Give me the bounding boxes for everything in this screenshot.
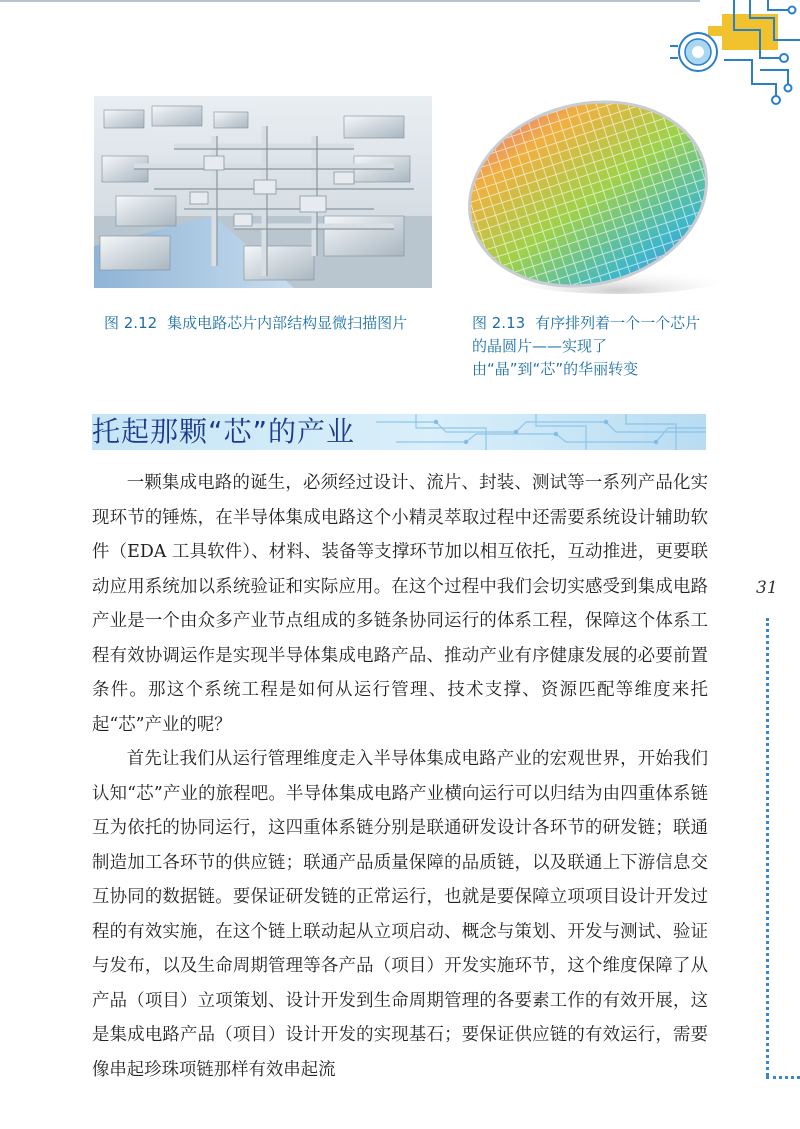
section-banner bbox=[92, 414, 706, 450]
paragraph: 一颗集成电路的诞生，必须经过设计、流片、封装、测试等一系列产品化实现环节的锤炼，在半导体集成电路这个小精灵萃取过程中还需要系统设计辅助软件（EDA 工具软件）、材料、装备等支撑环节加以相互依托，互动推进，更要联动应用系统加以系统验证和实际应用。在这个过程中我们会切实感受到集成电路产业是一个由众多产业节点组成的多链条协同运行的体系工程，保障这个体系工程有效协调运作是实现半导体集成电路产品、推动产业有序健康发展的必要前置条件。那这个系统工程是如何从运行管理、技术支撑、资源匹配等维度来托起“芯”产业的呢？ bbox=[92, 473, 708, 735]
section-title: 托起那颗“芯”的产业 bbox=[92, 415, 356, 448]
body-text bbox=[92, 466, 708, 1087]
paragraph: 首先让我们从运行管理维度走入半导体集成电路产业的宏观世界，开始我们认知“芯”产业的旅程吧。半导体集成电路产业横向运行可以归结为由四重体系链互为依托的协同运行，这四重体系链分别是联通研发设计各环节的研发链；联通制造加工各环节的供应链；联通产品质量保障的品质链，以及联通上下游信息交互协同的数据链。要保证研发链的正常运行，也就是要保障立项项目设计开发过程的有效实施，在这个链上联动起从立项启动、概念与策划、开发与测试、验证与发布，以及生命周期管理等各产品（项目）开发实施环节，这个维度保障了从产品（项目）立项策划、设计开发到生命周期管理的各要素工作的有效开展，这是集成电路产品（项目）设计开发的实现基石；要保证供应链的有效运行，需要像串起珍珠项链那样有效串起流 bbox=[92, 749, 708, 1080]
dotted-margin-line bbox=[766, 618, 769, 1076]
circuit-corner-ornament bbox=[664, 0, 800, 110]
figure-number: 图 2.12 bbox=[104, 314, 158, 332]
top-rule bbox=[0, 0, 700, 2]
figure-caption-2-12 bbox=[104, 312, 444, 335]
dotted-margin-line-end bbox=[766, 1076, 800, 1079]
figure-caption-text: 有序排列着一个一个芯片的晶圆片——实现了由“晶”到“芯”的华丽转变 bbox=[472, 314, 701, 378]
figure-number: 图 2.13 bbox=[472, 314, 526, 332]
circuit-pattern-decoration bbox=[376, 414, 706, 450]
chip-microstructure-image bbox=[94, 96, 432, 288]
page-number: 31 bbox=[756, 578, 778, 598]
figure-caption-2-13 bbox=[472, 312, 708, 381]
figure-caption-text: 集成电路芯片内部结构显微扫描图片 bbox=[167, 314, 408, 332]
silicon-wafer-image bbox=[468, 98, 720, 294]
